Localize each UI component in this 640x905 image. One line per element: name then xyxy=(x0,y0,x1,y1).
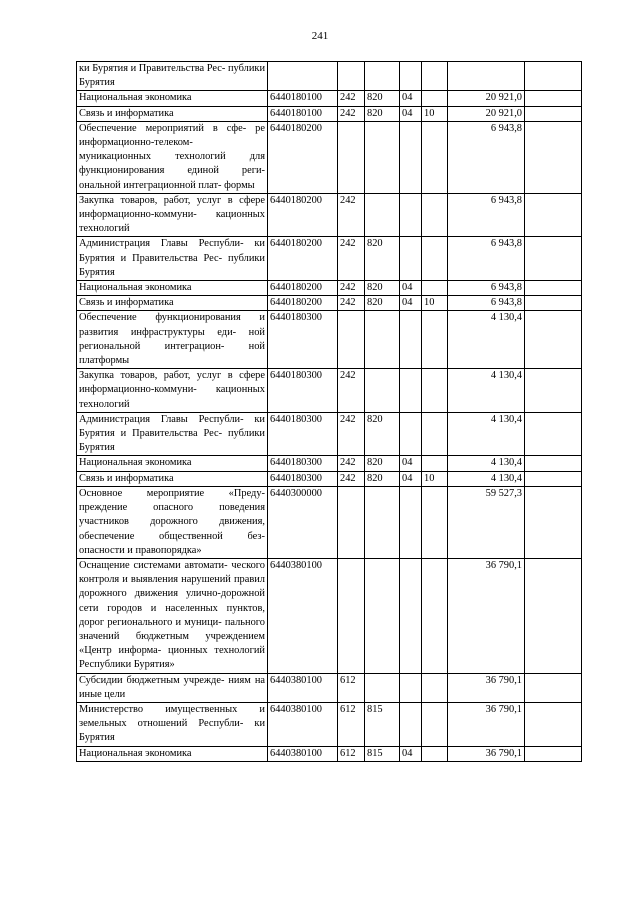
section-code xyxy=(400,121,422,193)
table-row xyxy=(77,746,582,761)
target-article-code: 6440180300 xyxy=(268,412,338,456)
subsection-code xyxy=(422,702,448,746)
amount-extra xyxy=(525,746,582,761)
subsection-code xyxy=(422,673,448,702)
section-code xyxy=(400,369,422,413)
amount: 36 790,1 xyxy=(448,673,525,702)
ministry-code: 820 xyxy=(365,237,400,281)
expense-type-code: 242 xyxy=(338,193,365,237)
target-article-code: 6440180100 xyxy=(268,106,338,121)
amount-extra xyxy=(525,673,582,702)
section-code: 04 xyxy=(400,106,422,121)
expense-type-code: 612 xyxy=(338,673,365,702)
amount: 6 943,8 xyxy=(448,121,525,193)
row-name: Обеспечение функционирования и развития инфраструктуры еди- ной региональной интеграцион- ной платформы xyxy=(77,311,268,369)
amount: 6 943,8 xyxy=(448,193,525,237)
subsection-code xyxy=(422,311,448,369)
table-row xyxy=(77,237,582,281)
amount-extra xyxy=(525,237,582,281)
row-name: Национальная экономика xyxy=(77,456,268,471)
target-article-code: 6440380100 xyxy=(268,673,338,702)
amount-extra xyxy=(525,281,582,296)
ministry-code: 820 xyxy=(365,106,400,121)
ministry-code xyxy=(365,558,400,673)
expense-type-code: 242 xyxy=(338,456,365,471)
amount: 20 921,0 xyxy=(448,106,525,121)
expense-type-code: 242 xyxy=(338,296,365,311)
expense-type-code: 612 xyxy=(338,702,365,746)
subsection-code xyxy=(422,281,448,296)
row-name: Связь и информатика xyxy=(77,296,268,311)
section-code: 04 xyxy=(400,91,422,106)
amount-extra xyxy=(525,369,582,413)
target-article-code: 6440380100 xyxy=(268,746,338,761)
table-row xyxy=(77,296,582,311)
section-code xyxy=(400,558,422,673)
ministry-code xyxy=(365,121,400,193)
amount: 4 130,4 xyxy=(448,412,525,456)
ministry-code: 820 xyxy=(365,91,400,106)
table-row xyxy=(77,121,582,193)
target-article-code: 6440180200 xyxy=(268,193,338,237)
target-article-code: 6440180300 xyxy=(268,456,338,471)
expense-type-code: 242 xyxy=(338,281,365,296)
row-name: Национальная экономика xyxy=(77,281,268,296)
subsection-code xyxy=(422,237,448,281)
target-article-code: 6440380100 xyxy=(268,702,338,746)
table-row xyxy=(77,673,582,702)
amount-extra xyxy=(525,558,582,673)
ministry-code: 820 xyxy=(365,456,400,471)
target-article-code: 6440180300 xyxy=(268,471,338,486)
target-article-code: 6440180200 xyxy=(268,281,338,296)
amount-extra xyxy=(525,193,582,237)
expense-type-code: 242 xyxy=(338,237,365,281)
subsection-code xyxy=(422,456,448,471)
section-code: 04 xyxy=(400,746,422,761)
target-article-code: 6440180200 xyxy=(268,296,338,311)
row-name: Связь и информатика xyxy=(77,471,268,486)
amount-extra xyxy=(525,106,582,121)
expense-type-code: 242 xyxy=(338,369,365,413)
amount: 4 130,4 xyxy=(448,456,525,471)
ministry-code xyxy=(365,673,400,702)
amount-extra xyxy=(525,91,582,106)
amount-extra xyxy=(525,486,582,558)
ministry-code xyxy=(365,193,400,237)
row-name: Обеспечение мероприятий в сфе- ре информационно-телеком- муникационных технологий для функционирования единой реги- ональной интеграционной плат- формы xyxy=(77,121,268,193)
table-row xyxy=(77,702,582,746)
budget-table xyxy=(76,61,582,762)
amount xyxy=(448,62,525,91)
amount-extra xyxy=(525,311,582,369)
table-row xyxy=(77,62,582,91)
row-name: Национальная экономика xyxy=(77,746,268,761)
ministry-code: 820 xyxy=(365,412,400,456)
expense-type-code: 612 xyxy=(338,746,365,761)
section-code: 04 xyxy=(400,456,422,471)
expense-type-code: 242 xyxy=(338,106,365,121)
table-row xyxy=(77,558,582,673)
expense-type-code: 242 xyxy=(338,471,365,486)
subsection-code xyxy=(422,746,448,761)
amount: 4 130,4 xyxy=(448,369,525,413)
ministry-code: 820 xyxy=(365,281,400,296)
row-name: Министерство имущественных и земельных отношений Республи- ки Бурятия xyxy=(77,702,268,746)
ministry-code xyxy=(365,369,400,413)
table-row xyxy=(77,471,582,486)
amount: 4 130,4 xyxy=(448,311,525,369)
amount: 36 790,1 xyxy=(448,702,525,746)
section-code xyxy=(400,486,422,558)
expense-type-code: 242 xyxy=(338,91,365,106)
row-name: Закупка товаров, работ, услуг в сфере информационно-коммуни- кационных технологий xyxy=(77,369,268,413)
section-code: 04 xyxy=(400,296,422,311)
amount-extra xyxy=(525,121,582,193)
row-name: Закупка товаров, работ, услуг в сфере информационно-коммуни- кационных технологий xyxy=(77,193,268,237)
table-row xyxy=(77,412,582,456)
target-article-code: 6440180300 xyxy=(268,311,338,369)
table-row xyxy=(77,486,582,558)
subsection-code: 10 xyxy=(422,296,448,311)
amount: 36 790,1 xyxy=(448,746,525,761)
row-name: Администрация Главы Республи- ки Бурятия и Правительства Рес- публики Бурятия xyxy=(77,237,268,281)
table-body xyxy=(77,62,582,762)
row-name: Национальная экономика xyxy=(77,91,268,106)
subsection-code xyxy=(422,486,448,558)
row-name: Оснащение системами автомати- ческого контроля и выявления нарушений правил дорожного движения улично-дорожной сети городов и населенных пунктов, дорог регионального и муници- пального значений бюджетным учреждением «Центр информа- ционных технологий Республики Бурятия» xyxy=(77,558,268,673)
amount-extra xyxy=(525,702,582,746)
expense-type-code xyxy=(338,121,365,193)
subsection-code xyxy=(422,412,448,456)
section-code xyxy=(400,62,422,91)
amount: 20 921,0 xyxy=(448,91,525,106)
subsection-code xyxy=(422,558,448,673)
amount: 36 790,1 xyxy=(448,558,525,673)
section-code xyxy=(400,673,422,702)
section-code xyxy=(400,311,422,369)
subsection-code xyxy=(422,369,448,413)
section-code xyxy=(400,193,422,237)
table-row xyxy=(77,369,582,413)
ministry-code xyxy=(365,311,400,369)
target-article-code xyxy=(268,62,338,91)
ministry-code xyxy=(365,486,400,558)
row-name: Связь и информатика xyxy=(77,106,268,121)
table-row xyxy=(77,106,582,121)
amount: 59 527,3 xyxy=(448,486,525,558)
row-name: ки Бурятия и Правительства Рес- публики Бурятия xyxy=(77,62,268,91)
section-code: 04 xyxy=(400,471,422,486)
amount-extra xyxy=(525,412,582,456)
subsection-code: 10 xyxy=(422,106,448,121)
page-number: 241 xyxy=(311,30,329,42)
expense-type-code xyxy=(338,486,365,558)
target-article-code: 6440380100 xyxy=(268,558,338,673)
amount: 6 943,8 xyxy=(448,281,525,296)
ministry-code: 815 xyxy=(365,746,400,761)
subsection-code xyxy=(422,62,448,91)
target-article-code: 6440180200 xyxy=(268,121,338,193)
subsection-code xyxy=(422,193,448,237)
row-name: Субсидии бюджетным учрежде- ниям на иные цели xyxy=(77,673,268,702)
amount-extra xyxy=(525,62,582,91)
amount: 6 943,8 xyxy=(448,296,525,311)
expense-type-code xyxy=(338,311,365,369)
target-article-code: 6440180300 xyxy=(268,369,338,413)
amount-extra xyxy=(525,296,582,311)
ministry-code xyxy=(365,62,400,91)
table-row xyxy=(77,311,582,369)
expense-type-code xyxy=(338,62,365,91)
target-article-code: 6440180200 xyxy=(268,237,338,281)
table-row xyxy=(77,456,582,471)
ministry-code: 820 xyxy=(365,471,400,486)
table-row xyxy=(77,281,582,296)
expense-type-code xyxy=(338,558,365,673)
subsection-code xyxy=(422,91,448,106)
expense-type-code: 242 xyxy=(338,412,365,456)
row-name: Администрация Главы Республи- ки Бурятия и Правительства Рес- публики Бурятия xyxy=(77,412,268,456)
target-article-code: 6440300000 xyxy=(268,486,338,558)
subsection-code xyxy=(422,121,448,193)
section-code xyxy=(400,412,422,456)
ministry-code: 820 xyxy=(365,296,400,311)
row-name: Основное мероприятие «Преду- преждение опасного поведения участников дорожного движения, обеспечение общественной без- опасности и правопорядка» xyxy=(77,486,268,558)
amount: 4 130,4 xyxy=(448,471,525,486)
section-code xyxy=(400,237,422,281)
table-row xyxy=(77,91,582,106)
section-code xyxy=(400,702,422,746)
amount-extra xyxy=(525,456,582,471)
subsection-code: 10 xyxy=(422,471,448,486)
target-article-code: 6440180100 xyxy=(268,91,338,106)
table-row xyxy=(77,193,582,237)
ministry-code: 815 xyxy=(365,702,400,746)
amount: 6 943,8 xyxy=(448,237,525,281)
amount-extra xyxy=(525,471,582,486)
section-code: 04 xyxy=(400,281,422,296)
